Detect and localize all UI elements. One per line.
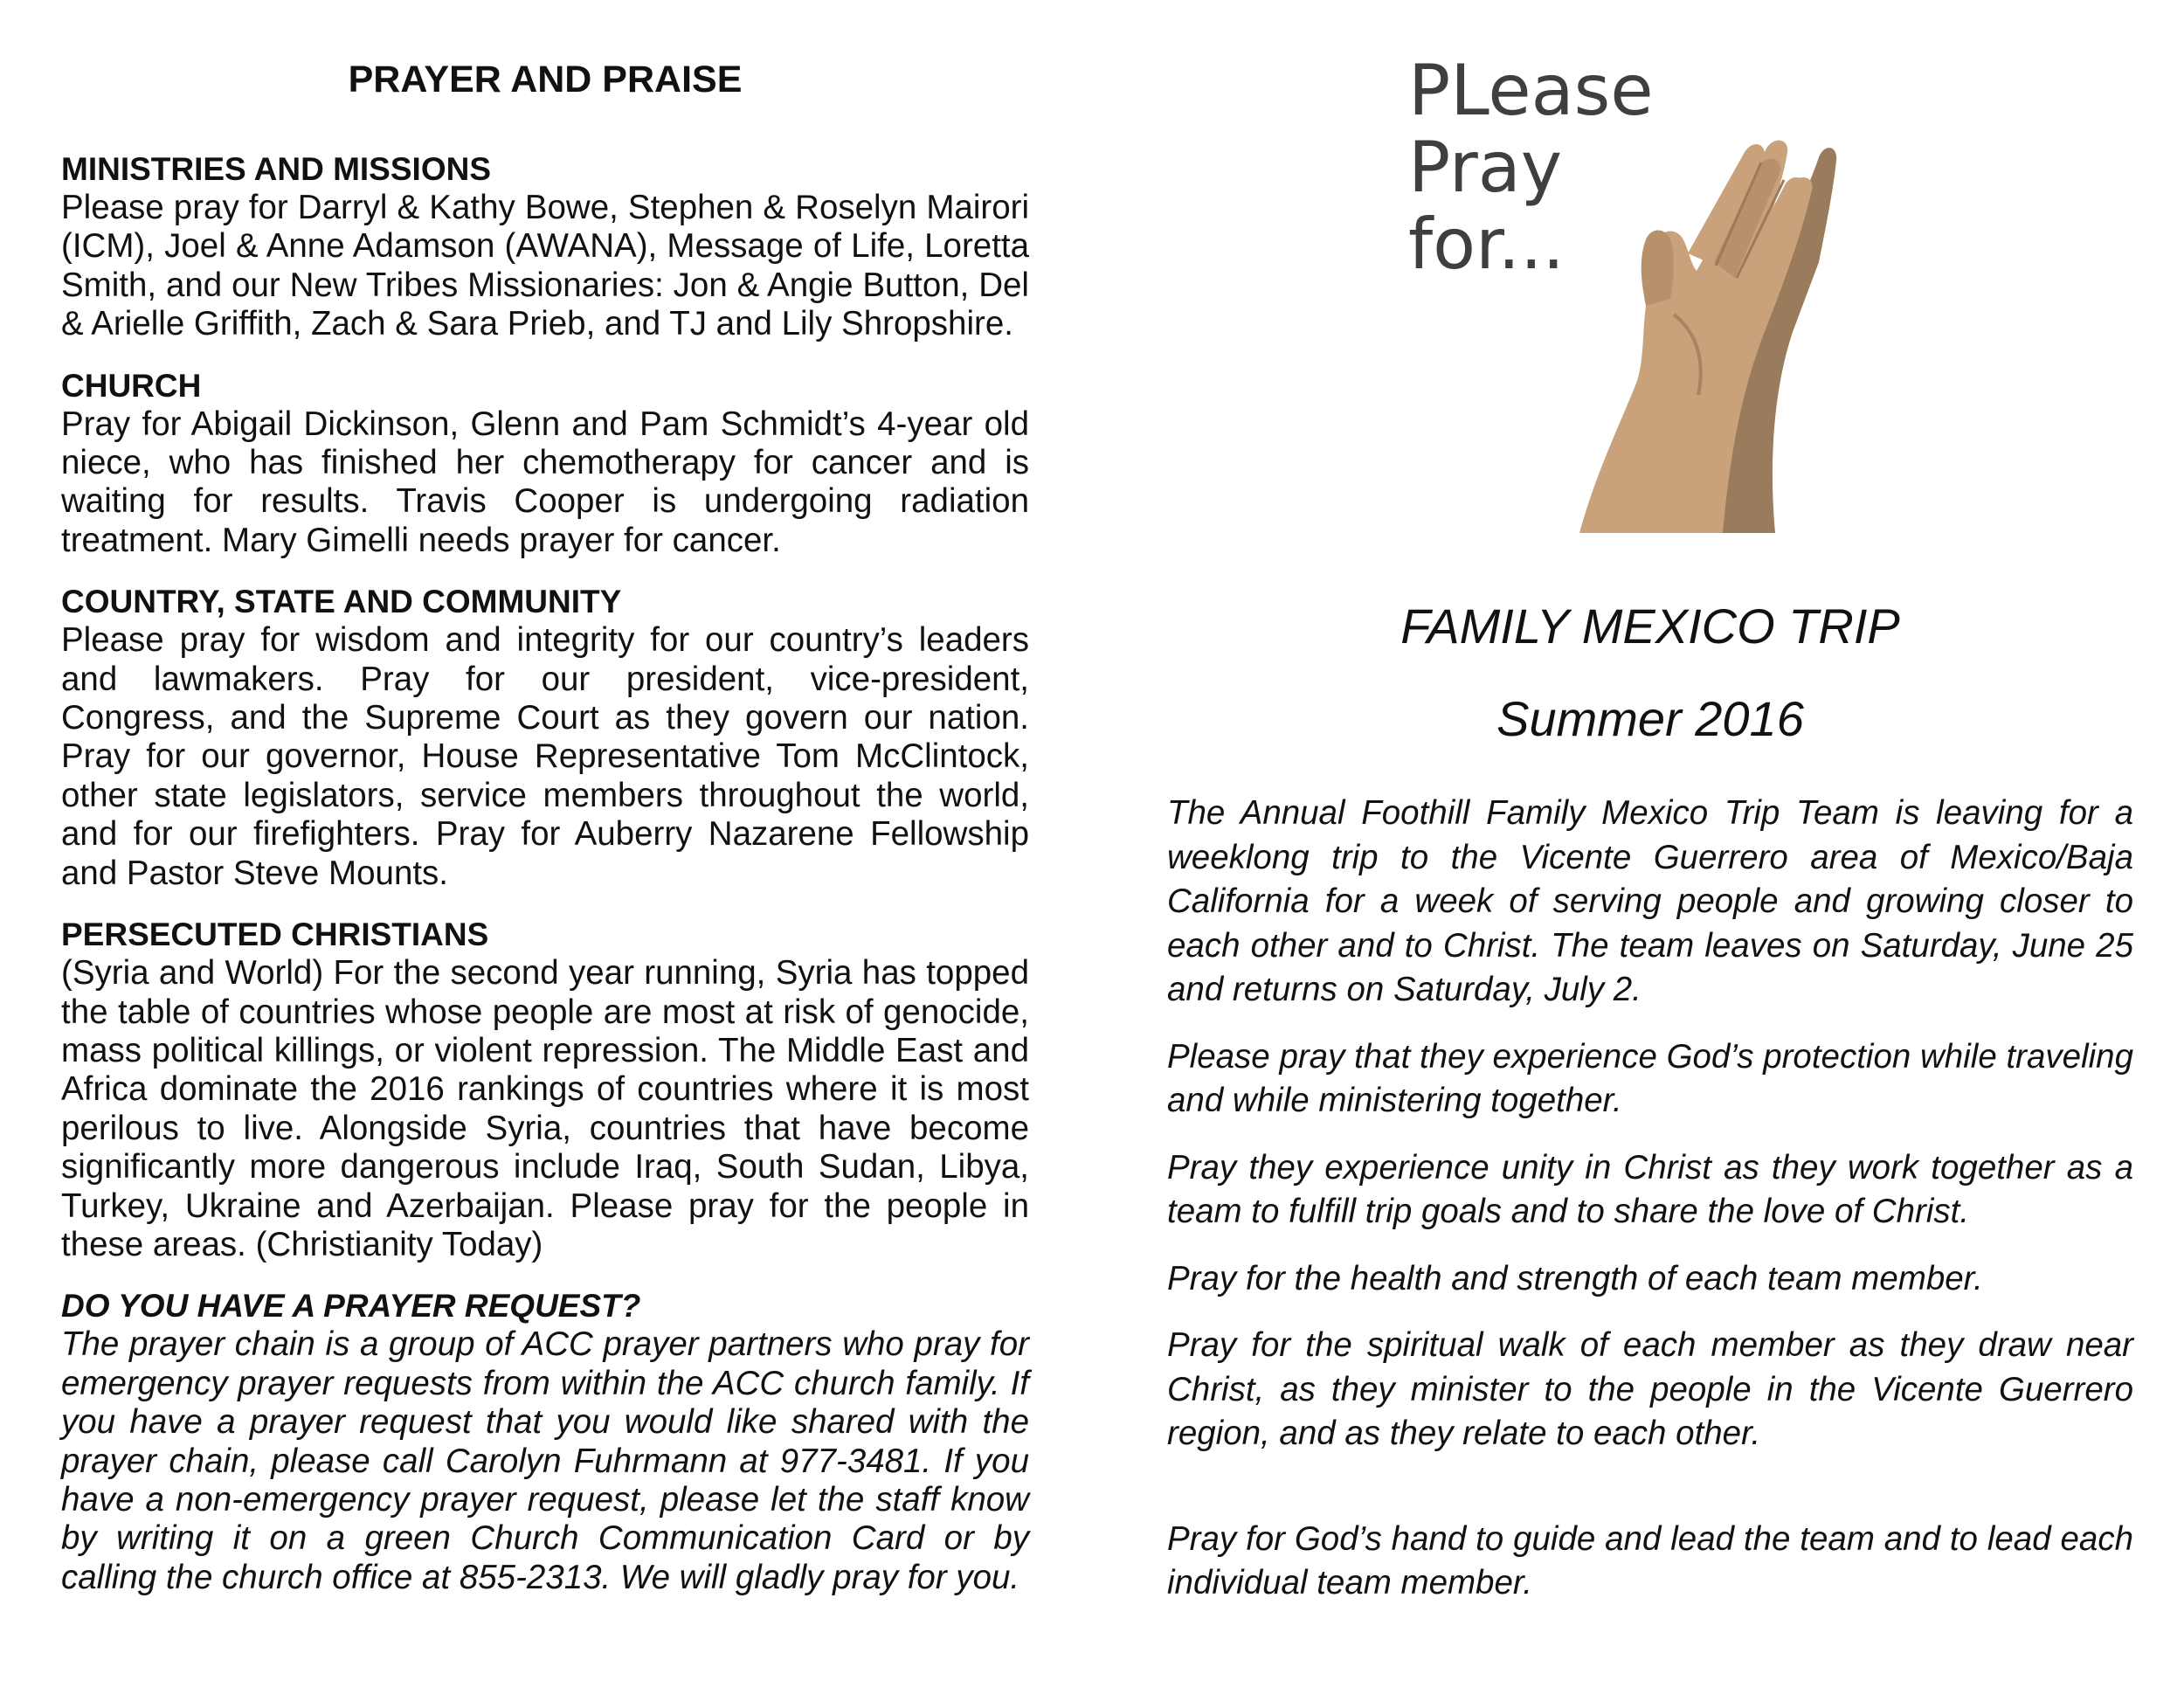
section-ministries: [61, 150, 1029, 344]
section-body: (Syria and World) For the second year running, Syria has topped the table of countries whose people are most at risk of genocide, mass political killings, or violent repression. The Middle East and Africa dominate the 2016 rankings of countries where it is most perilous to live. Alongside Syria, countries that have become significantly more dangerous include Iraq, South Sudan, Libya, Turkey, Ukraine and Azerbaijan. Please pray for the people in these areas. (Christianity Today): [61, 954, 1029, 1263]
trip-title: FAMILY MEXICO TRIP: [1400, 598, 1900, 654]
trip-subtitle: Summer 2016: [1496, 691, 1804, 746]
trip-paragraph: Pray for the spiritual walk of each member as they draw near Christ, as they minister to the people in the Vicente Guerrero region, and as they relate to each other.: [1167, 1326, 2133, 1452]
trip-paragraph: The Annual Foothill Family Mexico Trip Team is leaving for a weeklong trip to the Vicente Guerrero area of Mexico/Baja California for a week of serving people and growing closer to each other and to Christ. The team leaves on Saturday, June 25 and returns on Saturday, July 2.: [1167, 794, 2133, 1008]
section-body: Please pray for wisdom and integrity for our country’s leaders and lawmakers. Pray for our president, vice-president, Congress, and the Supreme Court as they govern our nation. Pray for our governor, House Representative Tom McClintock, other state legislators, service members throughout the world, and for our firefighters. Pray for Auberry Nazarene Fellowship and Pastor Steve Mounts.: [61, 621, 1029, 892]
section-country: [61, 583, 1029, 893]
section-body: Please pray for Darryl & Kathy Bowe, Stephen & Roselyn Mairori (ICM), Joel & Anne Adamson (AWANA), Message of Life, Loretta Smith, and our New Tribes Missionaries: Jon & Angie Button, Del & Arielle Griffith, Zach & Sara Prieb, and TJ and Lily Shropshire.: [61, 189, 1029, 343]
section-heading: COUNTRY, STATE AND COMMUNITY: [61, 584, 622, 620]
section-heading: DO YOU HAVE A PRAYER REQUEST?: [61, 1288, 641, 1325]
trip-paragraph: Pray for God’s hand to guide and lead the team and to lead each individual team member.: [1167, 1519, 2133, 1602]
please-pray-graphic: [1408, 52, 1863, 538]
section-heading: PERSECUTED CHRISTIANS: [61, 917, 489, 953]
page-title: PRAYER AND PRAISE: [348, 59, 743, 100]
praying-hands-icon: [1408, 52, 1863, 538]
trip-paragraph: Pray they experience unity in Christ as they work together as a team to fulfill trip goals and to share the love of Christ.: [1167, 1148, 2133, 1230]
graphic-line-3: for...: [1408, 204, 1565, 285]
section-persecuted: [61, 916, 1029, 1264]
trip-paragraph: Pray for the health and strength of each team member.: [1167, 1259, 1983, 1297]
section-church: [61, 367, 1029, 561]
graphic-line-1: PLease: [1408, 50, 1654, 131]
section-body: The prayer chain is a group of ACC prayer partners who pray for emergency prayer requests from within the ACC church family. If you have a prayer request that you would like shared with the prayer chain, please call Carolyn Fuhrmann at 977-3481. If you have a non-emergency prayer request, please let the staff know by writing it on a green Church Communication Card or by calling the church office at 855-2313. We will gladly pray for you.: [61, 1325, 1029, 1596]
graphic-line-2: Pray: [1408, 127, 1563, 208]
section-prayer-request: [61, 1287, 1029, 1597]
section-heading: CHURCH: [61, 367, 202, 404]
left-column: [61, 52, 1029, 1620]
section-body: Pray for Abigail Dickinson, Glenn and Pam Schmidt’s 4-year old niece, who has finished her chemotherapy for cancer and is waiting for results. Travis Cooper is undergoing radiation treatment. Mary Gimelli needs prayer for cancer.: [61, 405, 1029, 559]
right-column: [1167, 52, 2133, 1629]
trip-paragraph: Please pray that they experience God’s protection while traveling and while ministering together.: [1167, 1037, 2133, 1119]
section-heading: MINISTRIES AND MISSIONS: [61, 151, 492, 187]
